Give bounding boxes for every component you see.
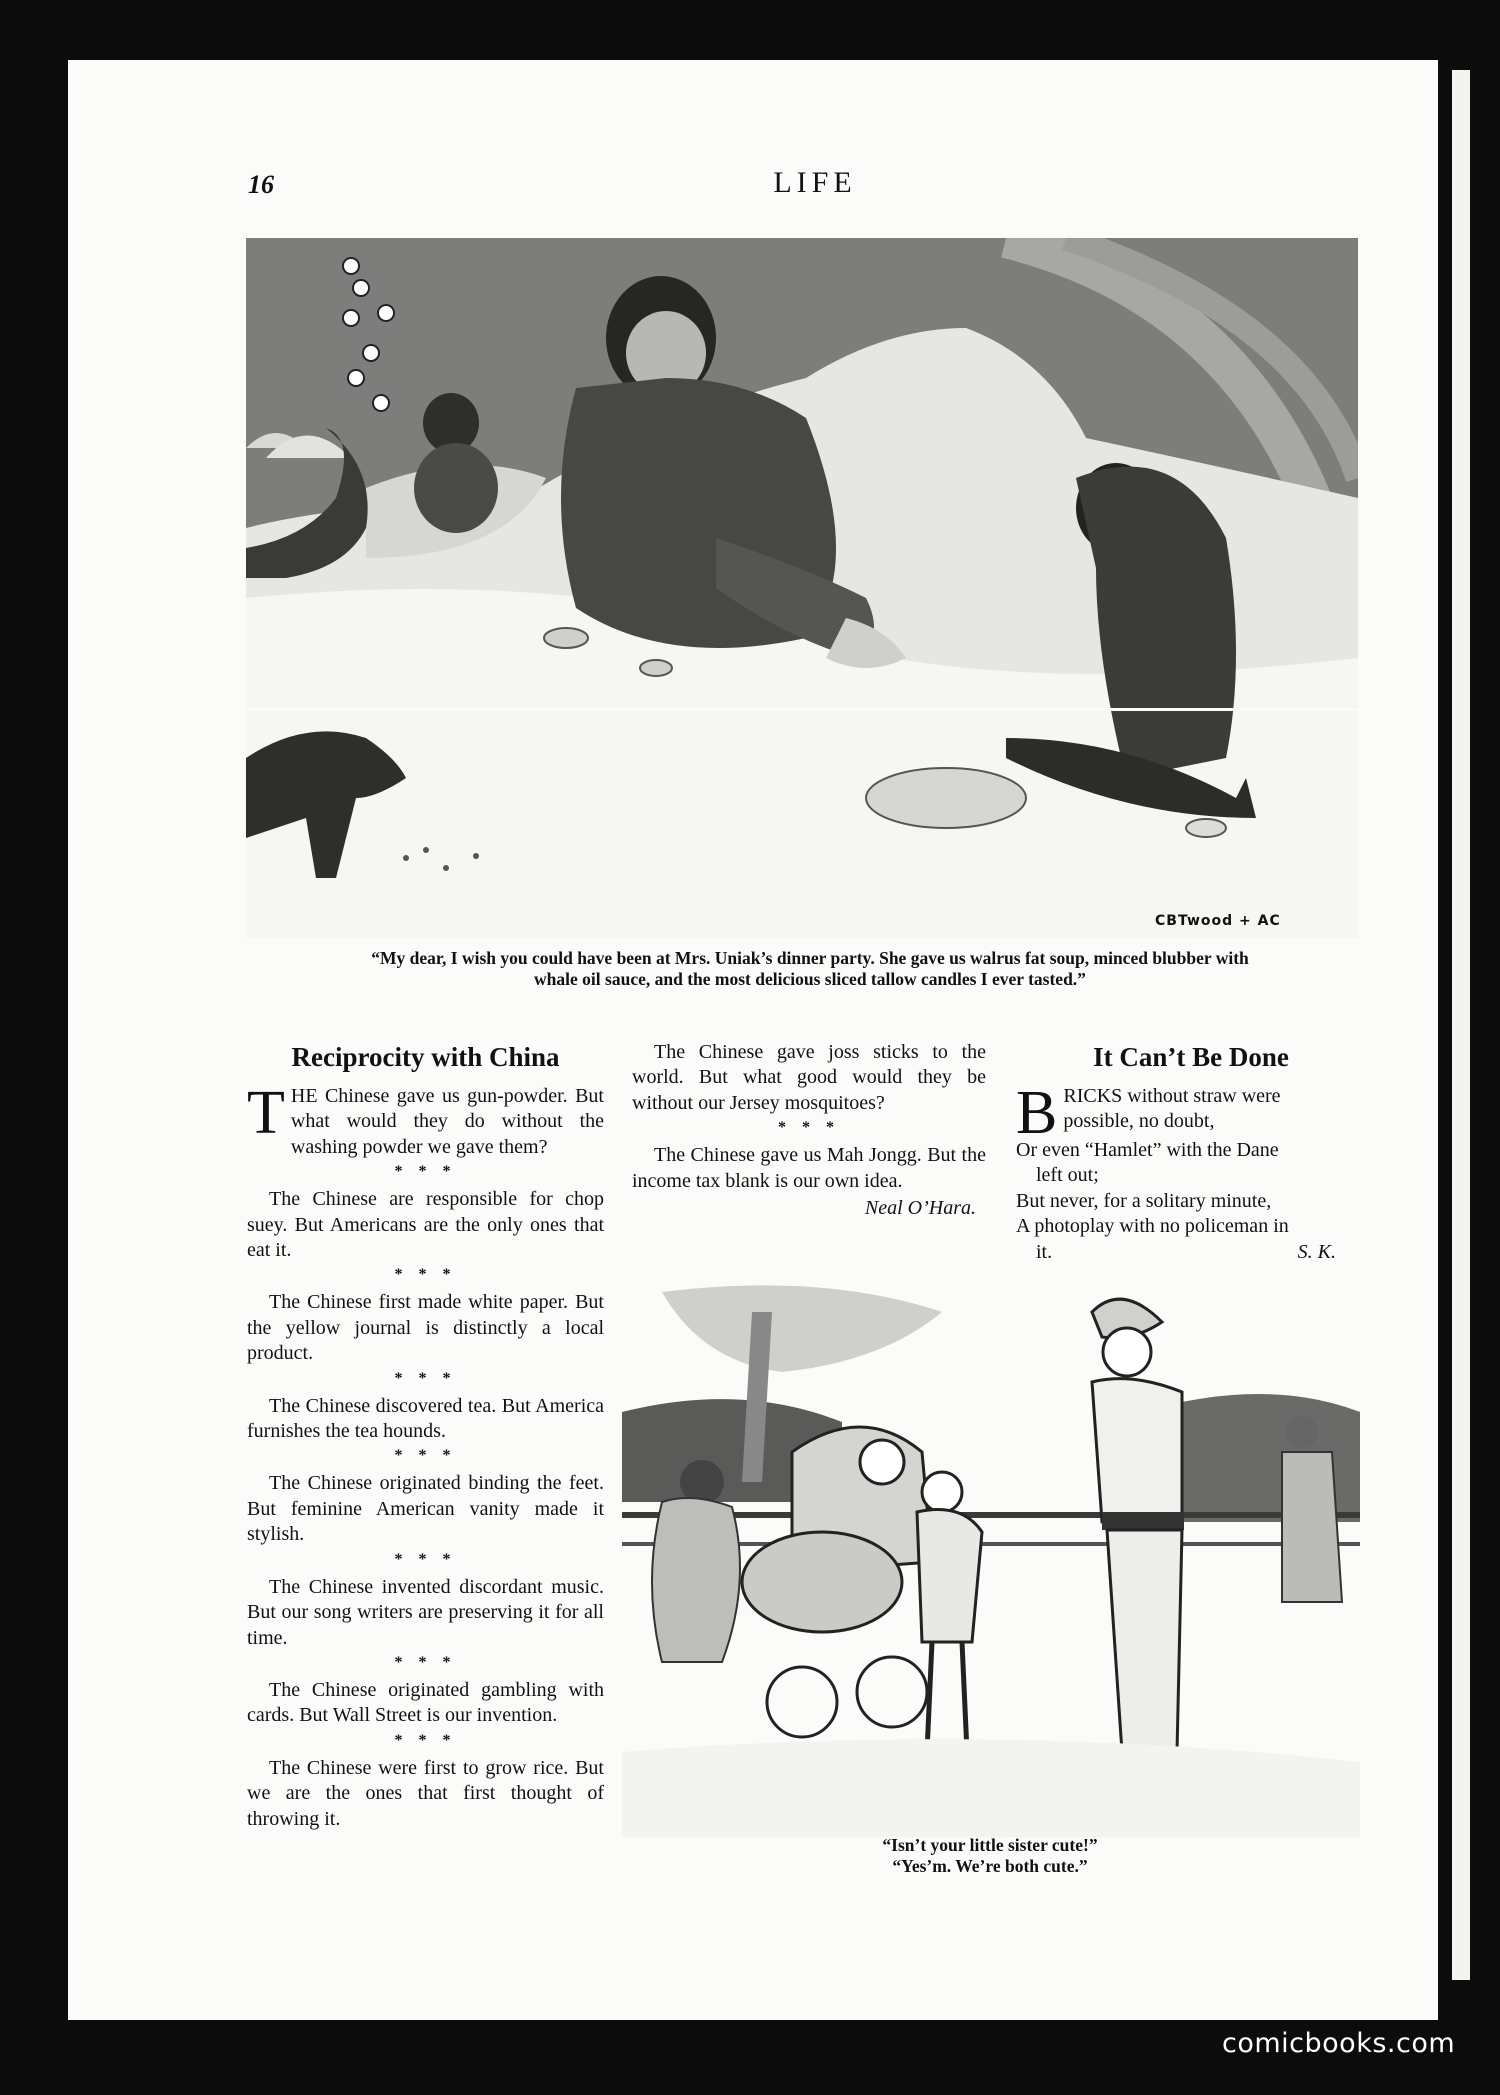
verse-line <box>1016 1079 1366 1147</box>
reciprocity-first-paragraph-text: HE Chinese gave us gun-powder. But what would they do without the washing powder we gave them? <box>290 1085 604 1158</box>
dropcap-b: B <box>1016 1079 1058 1147</box>
section-separator: * * * <box>778 1119 840 1137</box>
reciprocity-paragraph: The Chinese gave us Mah Jongg. But the income tax blank is our own idea. <box>632 1144 986 1192</box>
bottom-cartoon-illustration <box>622 1282 1360 1837</box>
reciprocity-paragraph: The Chinese first made white paper. But the yellow journal is distinctly a local product. <box>247 1291 604 1365</box>
cartoon-signature: CBTwood + AC <box>1155 913 1281 929</box>
reciprocity-headline: Reciprocity with China <box>291 1042 560 1072</box>
section-separator: * * * <box>394 1163 457 1181</box>
cant-be-done-column <box>1016 1040 1366 1265</box>
reciprocity-paragraph: The Chinese were first to grow rice. But we are the ones that first thought of throwing it. <box>247 1756 604 1830</box>
verse-line: But never, for a solitary minute, <box>1016 1189 1272 1212</box>
top-cartoon-illustration <box>246 238 1358 938</box>
reciprocity-paragraph: The Chinese originated binding the feet. But feminine American vanity made it stylish. <box>247 1472 604 1546</box>
reciprocity-paragraph: The Chinese originated gambling with cards. But Wall Street is our invention. <box>247 1678 604 1727</box>
verse-line-text: possible, no doubt, <box>1063 1110 1215 1133</box>
reciprocity-continued-column <box>632 1040 986 1221</box>
section-separator: * * * <box>394 1266 457 1284</box>
watermark: comicbooks.com <box>1222 2028 1456 2059</box>
bottom-caption-line: “Yes’m. We’re both cute.” <box>892 1856 1088 1876</box>
reciprocity-column <box>247 1040 604 1832</box>
section-separator: * * * <box>394 1731 457 1749</box>
verse-line: Or even “Hamlet” with the Dane <box>1016 1139 1279 1161</box>
reciprocity-paragraph: The Chinese gave joss sticks to the world. But what good would they be without our Jersey mosquitoes? <box>632 1041 986 1114</box>
cant-be-done-headline: It Can’t Be Done <box>1093 1042 1289 1072</box>
reciprocity-paragraph: The Chinese are responsible for chop suey. But Americans are the only ones that eat it. <box>247 1188 604 1262</box>
section-separator: * * * <box>394 1369 457 1387</box>
reciprocity-author: Neal O’Hara. <box>864 1197 976 1220</box>
verse-line: A photoplay with no policeman in <box>1016 1215 1289 1238</box>
reciprocity-paragraph: The Chinese discovered tea. But America furnishes the tea hounds. <box>247 1394 604 1443</box>
cant-be-done-author: S. K. <box>1297 1240 1336 1263</box>
page-number: 16 <box>248 170 274 199</box>
verse-line-text: it. <box>1036 1240 1053 1263</box>
verse-line-last <box>1016 1240 1366 1265</box>
reciprocity-first-paragraph <box>247 1079 604 1160</box>
section-separator: * * * <box>394 1447 457 1465</box>
bottom-cartoon-caption <box>760 1835 1220 1877</box>
verse-line: left out; <box>1036 1164 1099 1187</box>
masthead: LIFE <box>773 166 857 199</box>
top-cartoon-caption: “My dear, I wish you could have been at Mrs. Uniak’s dinner party. She gave us walrus fat soup, minced blubber with whale oil sauce, and the most delicious sliced tallow candles I ever tasted.” <box>371 948 1249 989</box>
dropcap-t: T <box>247 1079 285 1147</box>
reciprocity-paragraph: The Chinese invented discordant music. But our song writers are preserving it for all time. <box>247 1575 604 1649</box>
section-separator: * * * <box>394 1653 457 1671</box>
next-page-edge <box>1452 70 1470 1980</box>
section-separator: * * * <box>394 1550 457 1568</box>
verse-line-text: RICKS without straw were <box>1063 1085 1281 1107</box>
bottom-caption-line: “Isn’t your little sister cute!” <box>882 1835 1098 1855</box>
